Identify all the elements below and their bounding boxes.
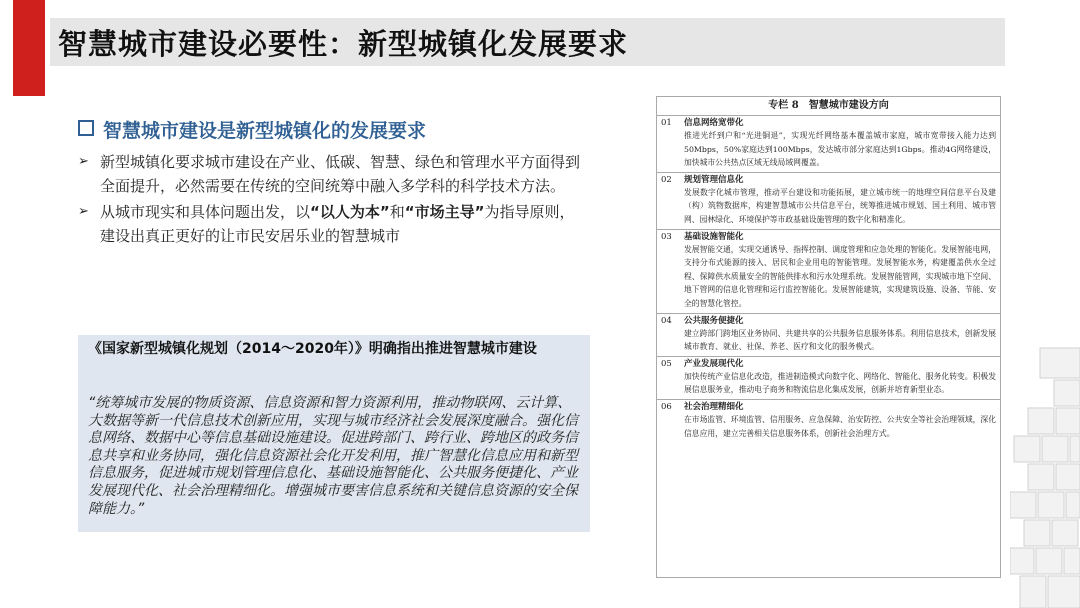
row-text: 建立跨部门跨地区业务协同、共建共享的公共服务信息服务体系。利用信息技术，创新发展城市教育、就业、社保、养老、医疗和文化的服务模式。 bbox=[684, 328, 996, 352]
table-row bbox=[657, 357, 1000, 400]
bullet-text-post: 为指导原则，建设出真正更好的让市民安居乐业的智慧城市 bbox=[100, 203, 575, 245]
table-row bbox=[657, 314, 1000, 357]
row-number: 06 bbox=[661, 401, 672, 412]
square-bullet-icon bbox=[78, 120, 94, 136]
bullet-emphasis-people: “以人为本” bbox=[310, 203, 390, 221]
section-heading bbox=[78, 116, 426, 143]
row-number: 03 bbox=[661, 231, 672, 242]
quote-box bbox=[78, 335, 590, 532]
table-row bbox=[657, 230, 1000, 314]
bullet-text-pre: 从城市现实和具体问题出发，以 bbox=[100, 203, 311, 221]
row-number: 02 bbox=[661, 174, 672, 185]
row-heading: 社会治理精细化 bbox=[684, 401, 744, 412]
bullet-item bbox=[78, 150, 588, 198]
smart-city-direction-table bbox=[656, 96, 1001, 578]
page-title: 智慧城市建设必要性：新型城镇化发展要求 bbox=[58, 27, 629, 61]
arrow-bullet-icon: ➢ bbox=[78, 204, 89, 219]
row-heading: 信息网络宽带化 bbox=[684, 118, 744, 128]
bullet-emphasis-market: “市场主导” bbox=[404, 203, 485, 221]
bullet-list bbox=[78, 150, 588, 250]
quote-body: “统筹城市发展的物质资源、信息资源和智力资源利用，推动物联网、云计算、大数据等新一代信息技术创新应用，实现与城市经济社会发展深度融合。强化信息网络、数据中心等信息基础设施建设。促进跨部门、跨行业、跨地区的政务信息共享和业务协同，强化信息资源社会化开发利用，推广智慧化信息应用和新型信息服务，促进城市规划管理信息化、基础设施智能化、公共服务便捷化、产业发展现代化、社会治理精细化。增强城市要害信息系统和关键信息资源的安全保障能力。” bbox=[88, 395, 578, 517]
decorative-cubes-icon bbox=[1010, 308, 1080, 608]
row-number: 01 bbox=[661, 118, 672, 128]
bullet-item bbox=[78, 200, 588, 248]
row-text: 加快传统产业信息化改造，推进制造模式向数字化、网络化、智能化、服务化转变。积极发展信息服务业，推动电子商务和物流信息化集成发展，创新并培育新型业态。 bbox=[684, 371, 996, 395]
table-row bbox=[657, 173, 1000, 230]
row-text: 发展数字化城市管理，推动平台建设和功能拓展，建立城市统一的地理空间信息平台及建（构）筑物数据库，构建智慧城市公共信息平台，统筹推进城市规划、国土利用、城市管网、园林绿化、环境保护等市政基础设施管理的数字化和精准化。 bbox=[684, 187, 996, 224]
section-heading-text: 智慧城市建设是新型城镇化的发展要求 bbox=[103, 120, 427, 142]
table-row bbox=[657, 400, 1000, 442]
row-text: 发展智能交通，实现交通诱导、指挥控制、调度管理和应急处理的智能化。发展智能电网，支持分布式能源的接入、居民和企业用电的智能管理。发展智能水务，构建覆盖供水全过程、保障供水质量安全的智能供排水和污水处理系统。发展智能管网，实现城市地下空间、地下管网的信息化管理和运行监控智能化。发展智能建筑，实现建筑设施、设备、节能、安全的智慧化管控。 bbox=[684, 244, 996, 308]
row-heading: 基础设施智能化 bbox=[684, 231, 744, 242]
row-number: 05 bbox=[661, 358, 672, 369]
row-heading: 公共服务便捷化 bbox=[684, 315, 744, 326]
row-heading: 规划管理信息化 bbox=[684, 174, 744, 185]
bullet-text: 新型城镇化要求城市建设在产业、低碳、智慧、绿色和管理水平方面得到全面提升，必然需要在传统的空间统筹中融入多学科的科学技术方法。 bbox=[100, 153, 581, 195]
bullet-text-mid: 和 bbox=[389, 203, 405, 221]
row-number: 04 bbox=[661, 315, 672, 326]
row-text: 在市场监管、环境监管、信用服务、应急保障、治安防控、公共安全等社会治理领域，深化信息应用，建立完善相关信息服务体系，创新社会治理方式。 bbox=[684, 414, 996, 438]
table-row bbox=[657, 116, 1000, 173]
arrow-bullet-icon: ➢ bbox=[78, 154, 89, 169]
accent-red-bar bbox=[13, 0, 45, 96]
table-title: 专栏 8 智慧城市建设方向 bbox=[657, 97, 1000, 116]
quote-title: 《国家新型城镇化规划（2014～2020年）》明确指出推进智慧城市建设 bbox=[88, 341, 537, 357]
row-heading: 产业发展现代化 bbox=[684, 358, 744, 369]
row-text: 推进光纤到户和“光进铜退”，实现光纤网络基本覆盖城市家庭，城市宽带接入能力达到50Mbps，50%家庭达到100Mbps，发达城市部分家庭达到1Gbps。推动4G网络建设，加快城市公共热点区域无线局域网覆盖。 bbox=[684, 131, 996, 168]
